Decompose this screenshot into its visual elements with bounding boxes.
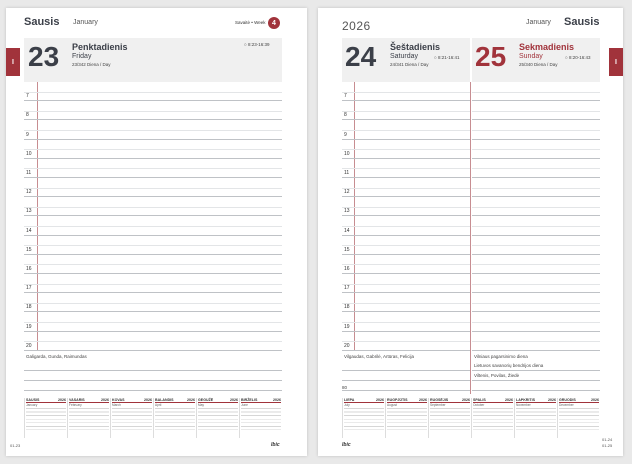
hour-row[interactable] [472, 101, 600, 120]
note-line[interactable] [342, 381, 470, 391]
mini-calendar-strip [24, 398, 282, 438]
hour-label: 20 [344, 342, 350, 349]
mini-month-year: 2026 [419, 398, 427, 402]
mini-month [557, 398, 600, 438]
hour-row[interactable] [472, 236, 600, 255]
day-divider [470, 82, 471, 394]
hour-row[interactable] [472, 293, 600, 312]
mini-month-year: 2026 [273, 398, 281, 402]
note-line[interactable] [24, 371, 282, 381]
hour-label: 15 [26, 246, 32, 253]
brand-logo: Ibic [271, 442, 280, 448]
mini-month-year: 2026 [376, 398, 384, 402]
mini-month-english: September [430, 403, 446, 407]
hour-row[interactable] [342, 312, 470, 331]
mini-month [385, 398, 428, 438]
mini-month-days [387, 408, 427, 430]
sun-times [244, 42, 270, 47]
mini-month [342, 398, 385, 438]
hour-grid-saturday[interactable] [342, 82, 470, 392]
red-footer-label: 80 [342, 385, 348, 390]
half-hour-line [24, 130, 282, 131]
mini-month-english: January [26, 403, 38, 407]
hour-row[interactable] [24, 332, 282, 351]
month-tab-right[interactable]: I [609, 48, 623, 76]
hour-row[interactable] [24, 274, 282, 293]
hour-label: 8 [26, 112, 29, 119]
name-days-sunday: Viltenis, Povilas, Žiedė [474, 373, 520, 378]
hour-row[interactable] [24, 312, 282, 331]
half-hour-line [472, 130, 600, 131]
hour-row[interactable] [24, 293, 282, 312]
half-hour-line [472, 264, 600, 265]
hour-label: 11 [344, 169, 350, 176]
half-hour-line [24, 341, 282, 342]
mini-month-english: October [473, 403, 485, 407]
mini-month-days [198, 408, 238, 430]
half-hour-line [342, 303, 470, 304]
mini-month-name: LAPKRITIS [516, 398, 535, 402]
hour-label: 20 [26, 342, 32, 349]
sun-times [565, 55, 591, 60]
day-number: 23 [28, 41, 60, 72]
half-hour-line [24, 284, 282, 285]
mini-month-name: SAUSIS [26, 398, 40, 402]
mini-month [428, 398, 471, 438]
hour-label: 13 [26, 208, 32, 215]
mini-month-year: 2026 [101, 398, 109, 402]
mini-month-year: 2026 [144, 398, 152, 402]
hour-row[interactable] [342, 216, 470, 235]
half-hour-line [342, 207, 470, 208]
mini-month-name: LIEPA [344, 398, 355, 402]
mini-month [110, 398, 153, 438]
sun-icon: ○ [434, 55, 437, 60]
hour-row[interactable] [24, 120, 282, 139]
hour-row[interactable] [342, 197, 470, 216]
mini-month-name: BALANDIS [155, 398, 174, 402]
note-line[interactable] [24, 361, 282, 371]
mini-month [514, 398, 557, 438]
page-code: 01-23 [10, 443, 21, 448]
hour-row[interactable] [342, 274, 470, 293]
hour-label: 8 [344, 112, 347, 119]
mini-month-days [112, 408, 152, 430]
hour-label: 7 [26, 93, 29, 100]
half-hour-line [342, 322, 470, 323]
mini-month-days [155, 408, 195, 430]
half-hour-line [342, 149, 470, 150]
right-page [318, 8, 623, 456]
hour-row[interactable] [472, 274, 600, 293]
half-hour-line [342, 284, 470, 285]
hour-row[interactable] [472, 312, 600, 331]
mini-month [471, 398, 514, 438]
day-name: Penktadienis [72, 42, 128, 52]
day-number: 25 [475, 41, 507, 72]
hour-row[interactable] [342, 293, 470, 312]
half-hour-line [24, 264, 282, 265]
sun-times-text: 8:23-16:39 [247, 42, 270, 47]
mini-month-days [516, 408, 556, 430]
mini-month-name: BIRŽELIS [241, 398, 258, 402]
hour-row[interactable] [24, 255, 282, 274]
mini-month-days [473, 408, 513, 430]
day-count: 25/340 Diena / Day [519, 62, 558, 67]
hour-row[interactable] [472, 332, 600, 351]
half-hour-line [342, 245, 470, 246]
hour-row[interactable] [472, 255, 600, 274]
hour-label: 16 [344, 265, 350, 272]
day-count: 23/342 Diena / Day [72, 62, 111, 67]
left-page [6, 8, 307, 456]
mini-month-year: 2026 [548, 398, 556, 402]
sun-times-text: 8:20-16:43 [568, 55, 591, 60]
half-hour-line [342, 264, 470, 265]
hour-label: 11 [26, 169, 32, 176]
half-hour-line [24, 245, 282, 246]
hour-row[interactable] [24, 101, 282, 120]
half-hour-line [342, 111, 470, 112]
half-hour-line [472, 168, 600, 169]
name-days-saturday: Vilgaudas, Gabrilė, Artūras, Felicija [344, 354, 414, 359]
half-hour-line [342, 188, 470, 189]
page-code-1: 01-24 [602, 437, 613, 442]
hour-label: 14 [344, 227, 350, 234]
hour-label: 18 [344, 304, 350, 311]
hour-row[interactable] [472, 159, 600, 178]
day-count: 24/341 Diena / Day [390, 62, 429, 67]
hour-row[interactable] [342, 255, 470, 274]
half-hour-line [24, 322, 282, 323]
mini-month-days [559, 408, 599, 430]
half-hour-line [342, 341, 470, 342]
sun-icon: ○ [565, 55, 568, 60]
half-hour-line [24, 226, 282, 227]
half-hour-line [24, 168, 282, 169]
mini-month-days [69, 408, 109, 430]
note-line[interactable] [24, 381, 282, 391]
mini-calendar-strip-right [342, 398, 600, 438]
mini-month-year: 2026 [505, 398, 513, 402]
half-hour-line [24, 111, 282, 112]
hour-row[interactable] [342, 140, 470, 159]
hour-row[interactable] [342, 236, 470, 255]
mini-month-name: RUGPJŪTIS [387, 398, 408, 402]
day-header [24, 38, 282, 82]
hour-label: 19 [26, 323, 32, 330]
hour-row[interactable] [24, 236, 282, 255]
mini-month [196, 398, 239, 438]
mini-month-days [26, 408, 66, 430]
hour-row[interactable] [342, 178, 470, 197]
hour-label: 17 [344, 285, 350, 292]
mini-month-days [344, 408, 384, 430]
day-name: Sekmadienis [519, 42, 575, 52]
hour-label: 12 [26, 189, 32, 196]
hour-label: 15 [344, 246, 350, 253]
half-hour-line [24, 207, 282, 208]
hour-label: 16 [26, 265, 32, 272]
half-hour-line [342, 92, 470, 93]
hour-row[interactable] [24, 216, 282, 235]
month-tab[interactable]: I [6, 48, 20, 76]
half-hour-line [342, 168, 470, 169]
day-number: 24 [345, 41, 377, 72]
week-label: Savaitė • Week [235, 20, 266, 25]
half-hour-line [342, 226, 470, 227]
mini-month-name: SPALIS [473, 398, 486, 402]
half-hour-line [24, 303, 282, 304]
mini-month-english: March [112, 403, 121, 407]
month-title-right: Sausis [564, 16, 600, 28]
hour-row[interactable] [472, 120, 600, 139]
mini-month-english: February [69, 403, 82, 407]
half-hour-line [472, 207, 600, 208]
half-hour-line [472, 284, 600, 285]
mini-month [67, 398, 110, 438]
mini-month-english: May [198, 403, 205, 407]
mini-month-year: 2026 [462, 398, 470, 402]
day-header-sunday [472, 38, 600, 82]
hour-label: 7 [344, 93, 347, 100]
hour-row[interactable] [342, 101, 470, 120]
mini-month [153, 398, 196, 438]
mini-month-english: April [155, 403, 162, 407]
half-hour-line [472, 149, 600, 150]
hour-row[interactable] [472, 216, 600, 235]
mini-month-name: GRUODIS [559, 398, 576, 402]
mini-month-year: 2026 [58, 398, 66, 402]
half-hour-line [472, 303, 600, 304]
sun-times [434, 55, 460, 60]
half-hour-line [24, 92, 282, 93]
mini-month-english: June [241, 403, 248, 407]
hour-label: 9 [26, 131, 29, 138]
hour-grid-sunday[interactable] [472, 82, 600, 392]
mini-month-days [241, 408, 281, 430]
mini-month-name: GEGUŽĖ [198, 398, 214, 402]
hour-label: 10 [344, 150, 350, 157]
note-line[interactable] [472, 381, 600, 391]
half-hour-line [24, 149, 282, 150]
mini-month-name: RUGSĖJIS [430, 398, 449, 402]
month-title: Sausis [24, 16, 60, 28]
hour-row[interactable] [342, 332, 470, 351]
half-hour-line [472, 322, 600, 323]
note-line[interactable] [342, 361, 470, 371]
half-hour-line [24, 188, 282, 189]
hour-label: 12 [344, 189, 350, 196]
hour-row[interactable] [342, 159, 470, 178]
mini-month-name: KOVAS [112, 398, 125, 402]
day-name-english: Saturday [390, 53, 419, 60]
note-line[interactable] [342, 371, 470, 381]
day-header-saturday [342, 38, 470, 82]
hour-row[interactable] [24, 140, 282, 159]
name-days: Galigarda, Gunda, Raimundas [26, 354, 87, 359]
hour-label: 17 [26, 285, 32, 292]
day-name-english: Sunday [519, 53, 543, 60]
month-english-right: January [526, 19, 551, 26]
mini-month [24, 398, 67, 438]
hour-label: 18 [26, 304, 32, 311]
hour-grid[interactable] [24, 82, 282, 392]
sun-icon: ○ [244, 42, 247, 47]
page-code-2: 01-25 [602, 443, 613, 448]
holiday-note-2: Lietuvos savanorių bendrijos diena [474, 363, 544, 368]
mini-month-year: 2026 [591, 398, 599, 402]
holiday-note-1: Vilniaus pagarsinimo diena [474, 354, 528, 359]
half-hour-line [472, 245, 600, 246]
hour-label: 9 [344, 131, 347, 138]
mini-month-name: VASARIS [69, 398, 85, 402]
half-hour-line [472, 341, 600, 342]
hour-row[interactable] [342, 82, 470, 101]
hour-row[interactable] [472, 197, 600, 216]
mini-month-english: December [559, 403, 574, 407]
mini-month-english: November [516, 403, 531, 407]
day-name-english: Friday [72, 53, 92, 60]
mini-month-english: August [387, 403, 397, 407]
half-hour-line [472, 226, 600, 227]
mini-month-days [430, 408, 470, 430]
hour-label: 10 [26, 150, 32, 157]
month-english: January [73, 19, 98, 26]
hour-row[interactable] [472, 178, 600, 197]
hour-label: 19 [344, 323, 350, 330]
hour-row[interactable] [472, 82, 600, 101]
mini-month-year: 2026 [187, 398, 195, 402]
mini-month-english: July [344, 403, 350, 407]
hour-row[interactable] [342, 120, 470, 139]
hour-label: 14 [26, 227, 32, 234]
hour-label: 13 [344, 208, 350, 215]
hour-row[interactable] [24, 159, 282, 178]
hour-row[interactable] [24, 82, 282, 101]
half-hour-line [472, 111, 600, 112]
hour-row[interactable] [24, 178, 282, 197]
mini-month-year: 2026 [230, 398, 238, 402]
half-hour-line [342, 130, 470, 131]
sun-times-text: 8:21-16:41 [437, 55, 460, 60]
mini-month [239, 398, 282, 438]
half-hour-line [472, 92, 600, 93]
brand-logo-right: Ibic [342, 442, 351, 448]
half-hour-line [472, 188, 600, 189]
week-number-badge: 4 [268, 17, 280, 29]
hour-row[interactable] [472, 140, 600, 159]
day-name: Šeštadienis [390, 42, 441, 52]
hour-row[interactable] [24, 197, 282, 216]
year-title: 2026 [342, 19, 371, 33]
